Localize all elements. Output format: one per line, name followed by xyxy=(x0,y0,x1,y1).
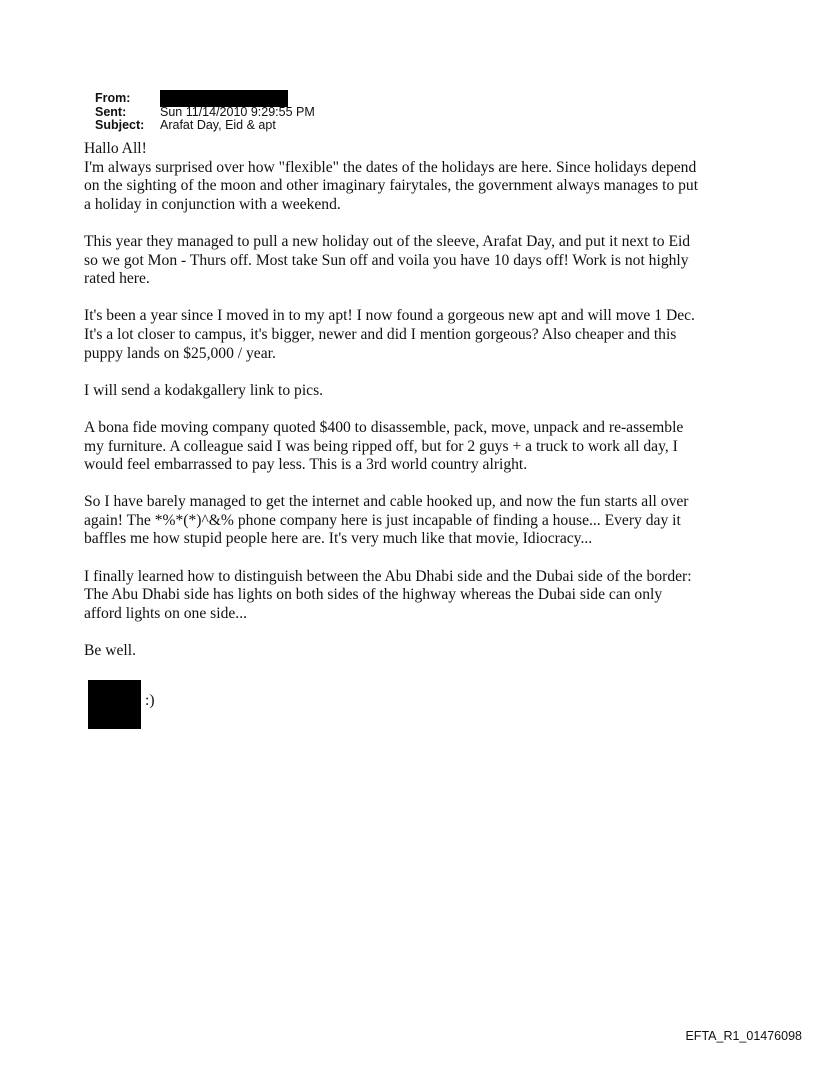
email-header xyxy=(95,92,315,133)
paragraph-line: puppy lands on $25,000 / year. xyxy=(84,344,276,362)
paragraph-line: Be well. xyxy=(84,642,136,660)
paragraph-line: It's a lot closer to campus, it's bigger, newer and did I mention gorgeous? Also cheaper and this xyxy=(84,325,677,343)
subject-label: Subject: xyxy=(95,118,145,132)
signature-smiley: :) xyxy=(145,691,155,709)
from-label: From: xyxy=(95,91,131,105)
paragraph-line: baffles me how stupid people here are. It's very much like that movie, Idiocracy... xyxy=(84,530,593,548)
sent-value: Sun 11/14/2010 9:29:55 PM xyxy=(160,104,315,119)
subject-value: Arafat Day, Eid & apt xyxy=(160,118,276,132)
paragraph-line: afford lights on one side... xyxy=(84,604,247,622)
paragraph-line: on the sighting of the moon and other imaginary fairytales, the government always manages to put xyxy=(84,177,699,195)
paragraph xyxy=(84,307,698,363)
subject-row xyxy=(95,119,315,133)
document-id: EFTA_R1_01476098 xyxy=(685,1029,802,1043)
paragraph xyxy=(84,568,698,624)
paragraph xyxy=(84,493,698,549)
paragraph-line: I will send a kodakgallery link to pics. xyxy=(84,381,324,399)
sent-label: Sent: xyxy=(95,104,127,119)
paragraph-line: so we got Mon - Thurs off. Most take Sun off and voila you have 10 days off! Work is not highly xyxy=(84,251,689,269)
paragraph xyxy=(84,140,698,214)
paragraph-line: A bona fide moving company quoted $400 to disassemble, pack, move, unpack and re-assemble xyxy=(84,418,684,436)
paragraph-line: This year they managed to pull a new holiday out of the sleeve, Arafat Day, and put it next to Eid xyxy=(84,232,691,250)
paragraph-line: again! The *%*(*)^&% phone company here is just incapable of finding a house... Every day it xyxy=(84,511,681,529)
paragraph-line: a holiday in conjunction with a weekend. xyxy=(84,195,341,213)
redacted-signature xyxy=(88,680,141,729)
paragraph-line: Hallo All! xyxy=(84,140,147,157)
paragraph-line: I finally learned how to distinguish between the Abu Dhabi side and the Dubai side of the border: xyxy=(84,567,692,585)
paragraph-line: rated here. xyxy=(84,270,150,288)
paragraph-line: So I have barely managed to get the internet and cable hooked up, and now the fun starts all over xyxy=(84,493,689,511)
paragraph xyxy=(84,233,698,289)
paragraph-line: The Abu Dhabi side has lights on both sides of the highway whereas the Dubai side can only xyxy=(84,586,663,604)
signature xyxy=(88,680,155,729)
sent-row xyxy=(95,106,315,120)
paragraph-line: my furniture. A colleague said I was being ripped off, but for 2 guys + a truck to work all day, I xyxy=(84,437,678,455)
paragraph-line: I'm always surprised over how "flexible" the dates of the holidays are here. Since holidays depend xyxy=(84,158,697,176)
paragraph-line: would feel embarrassed to pay less. This is a 3rd world country alright. xyxy=(84,456,528,474)
paragraph xyxy=(84,419,698,475)
from-row xyxy=(95,92,315,106)
email-body xyxy=(84,140,698,679)
paragraph xyxy=(84,382,698,401)
paragraph xyxy=(84,642,698,661)
paragraph-line: It's been a year since I moved in to my apt! I now found a gorgeous new apt and will move 1 Dec. xyxy=(84,307,695,325)
